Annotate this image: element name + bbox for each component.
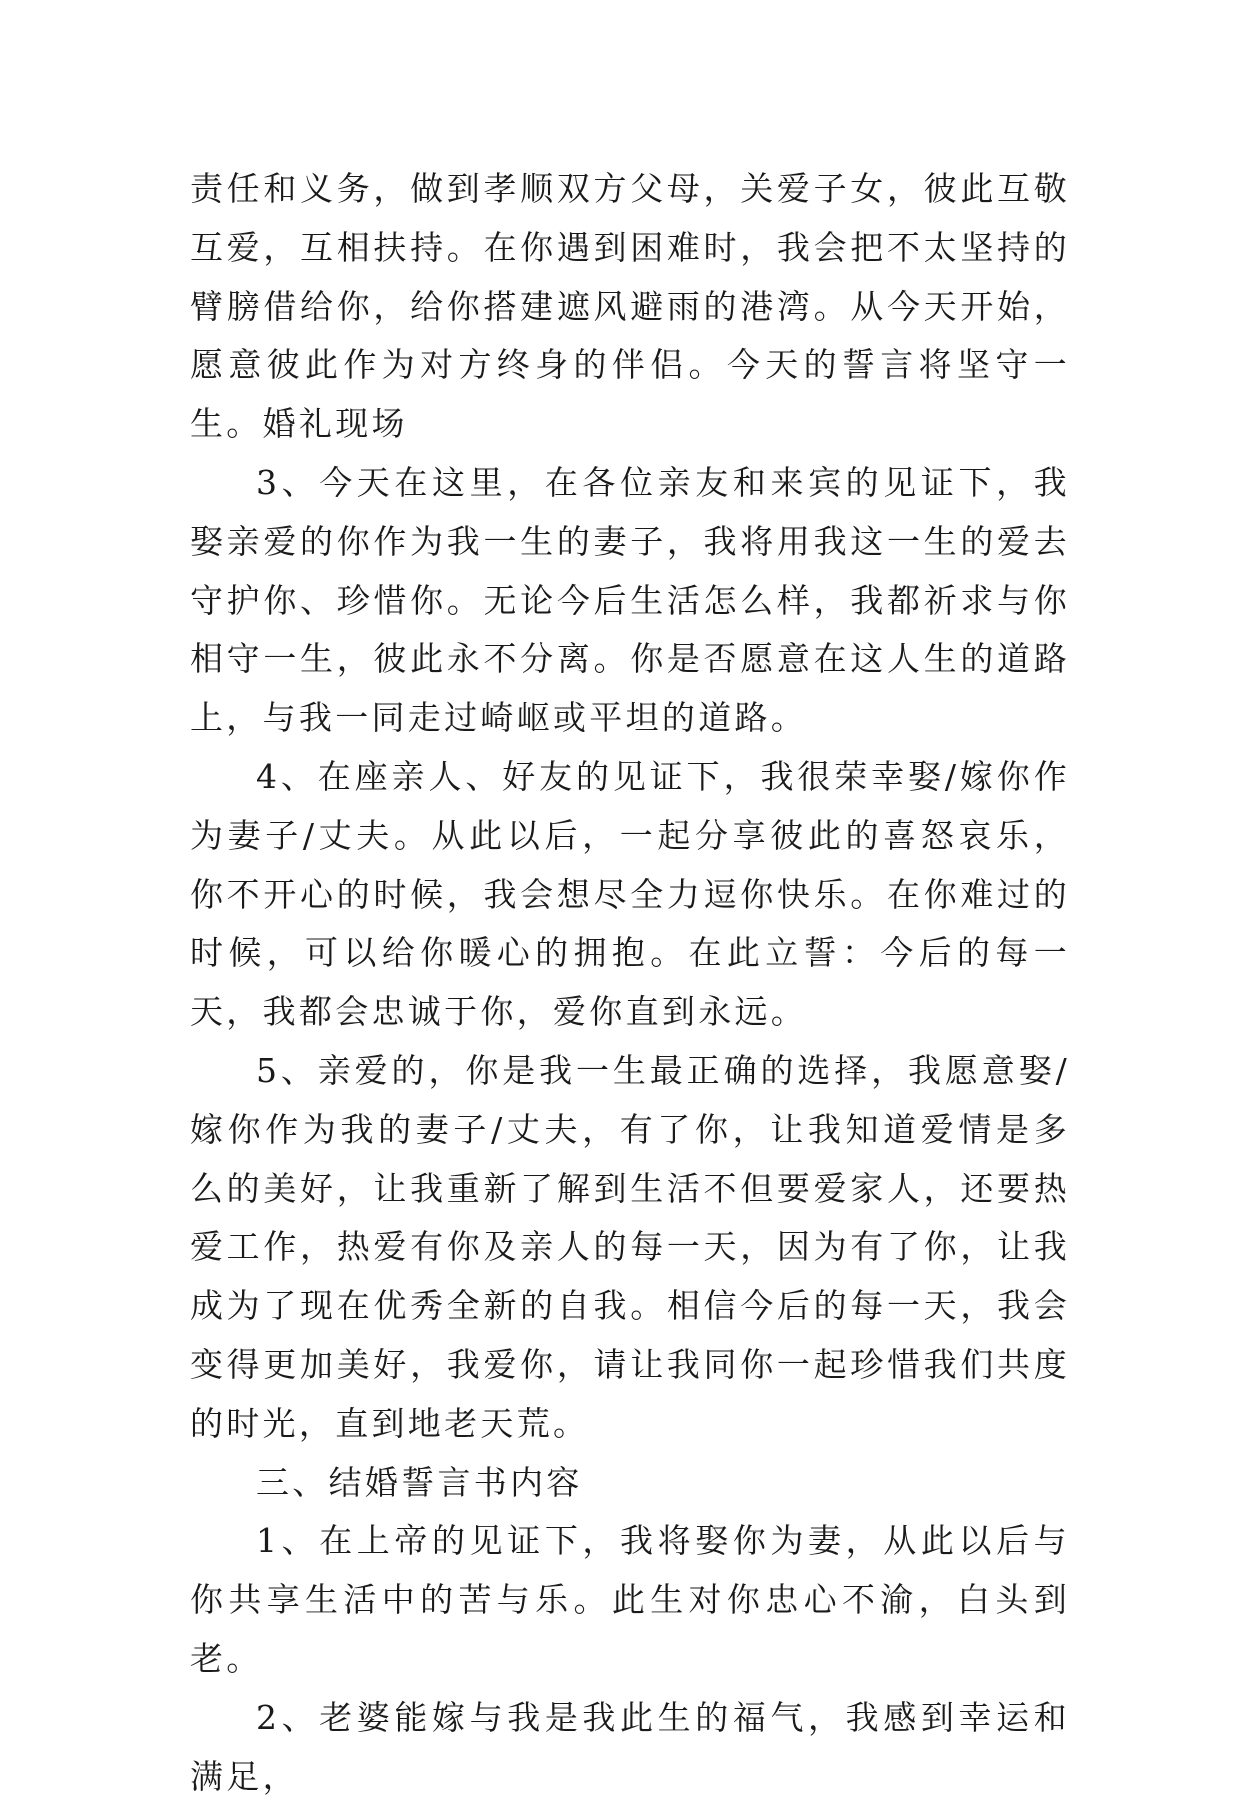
vow-paragraph-4: 4、在座亲人、好友的见证下，我很荣幸娶/嫁你作为妻子/丈夫。从此以后，一起分享彼此的喜怒哀乐，你不开心的时候，我会想尽全力逗你快乐。在你难过的时候，可以给你暖心的拥抱。在此立誓：今后的每一天，我都会忠诚于你，爱你直到永远。 bbox=[190, 756, 1070, 1032]
vow-paragraph-2: 2、老婆能嫁与我是我此生的福气，我感到幸运和满足， bbox=[190, 1697, 1070, 1796]
vow-paragraph-1: 1、在上帝的见证下，我将娶你为妻，从此以后与你共享生活中的苦与乐。此生对你忠心不渝，白头到老。 bbox=[190, 1521, 1070, 1678]
document-body bbox=[190, 160, 1070, 1806]
vow-paragraph-5: 5、亲爱的，你是我一生最正确的选择，我愿意娶/嫁你作为我的妻子/丈夫，有了你，让我知道爱情是多么的美好，让我重新了解到生活不但要爱家人，还要热爱工作，热爱有你及亲人的每一天，因为有了你，让我成为了现在优秀全新的自我。相信今后的每一天，我会变得更加美好，我爱你，请让我同你一起珍惜我们共度的时光，直到地老天荒。 bbox=[190, 1050, 1070, 1443]
vow-paragraph-3: 3、今天在这里，在各位亲友和来宾的见证下，我娶亲爱的你作为我一生的妻子，我将用我这一生的爱去守护你、珍惜你。无论今后生活怎么样，我都祈求与你相守一生，彼此永不分离。你是否愿意在这人生的道路上，与我一同走过崎岖或平坦的道路。 bbox=[190, 462, 1070, 738]
section-heading: 三、结婚誓言书内容 bbox=[256, 1462, 583, 1502]
paragraph-continuation: 责任和义务，做到孝顺双方父母，关爱子女，彼此互敬互爱，互相扶持。在你遇到困难时，我会把不太坚持的臂膀借给你，给你搭建遮风避雨的港湾。从今天开始，愿意彼此作为对方终身的伴侣。今天的誓言将坚守一生。婚礼现场 bbox=[190, 169, 1070, 444]
